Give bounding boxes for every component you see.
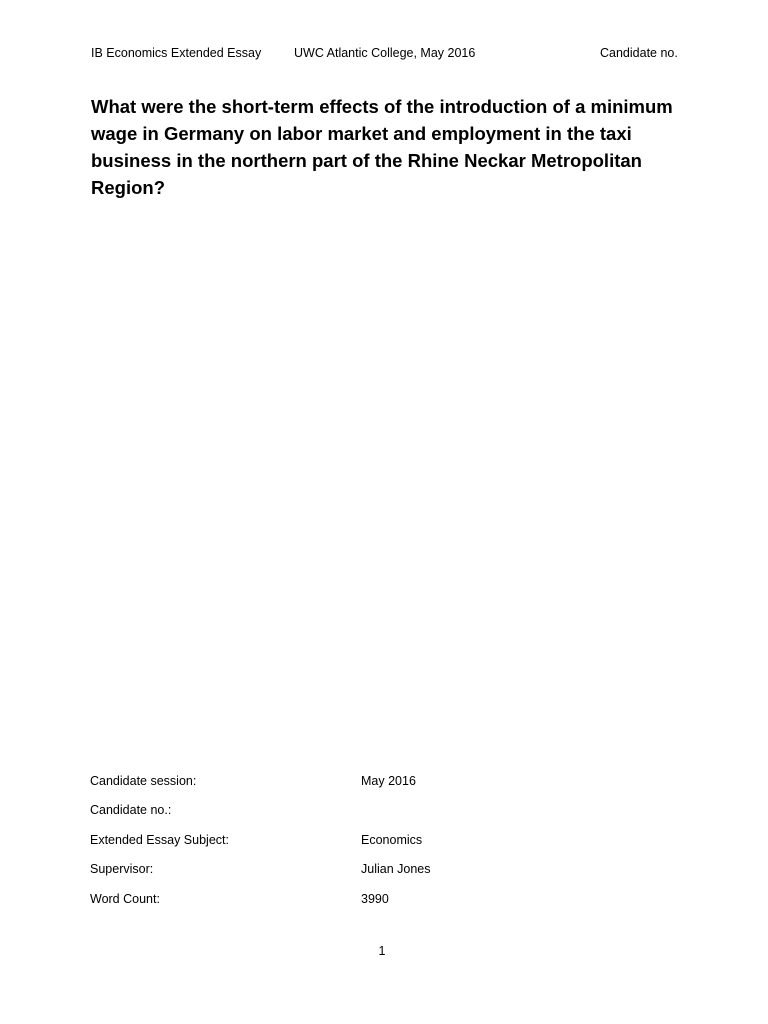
header-candidate-no: Candidate no. [600, 46, 678, 60]
info-row-supervisor [90, 862, 690, 891]
info-value: Julian Jones [361, 862, 431, 877]
info-row-word-count [90, 892, 690, 921]
info-label: Word Count: [90, 891, 160, 906]
essay-title: What were the short-term effects of the introduction of a minimum wage in Germany on labor market and employment in the taxi business in the northern part of the Rhine Neckar Metropolitan Region? [91, 96, 673, 198]
header-school-date: UWC Atlantic College, May 2016 [294, 46, 476, 60]
info-row-session [90, 774, 690, 803]
cover-info-table [90, 774, 690, 921]
info-row-candidate-no [90, 803, 690, 832]
info-value: 3990 [361, 891, 389, 906]
header-course: IB Economics Extended Essay [91, 46, 262, 60]
info-label: Candidate session: [90, 774, 197, 788]
info-label: Extended Essay Subject: [90, 832, 229, 847]
page-header [0, 46, 768, 66]
info-label: Candidate no.: [90, 803, 172, 818]
info-value: Economics [361, 832, 423, 847]
page-number: 1 [378, 944, 386, 958]
info-value: May 2016 [361, 774, 416, 788]
info-label: Supervisor: [90, 862, 154, 877]
info-row-subject [90, 833, 690, 862]
